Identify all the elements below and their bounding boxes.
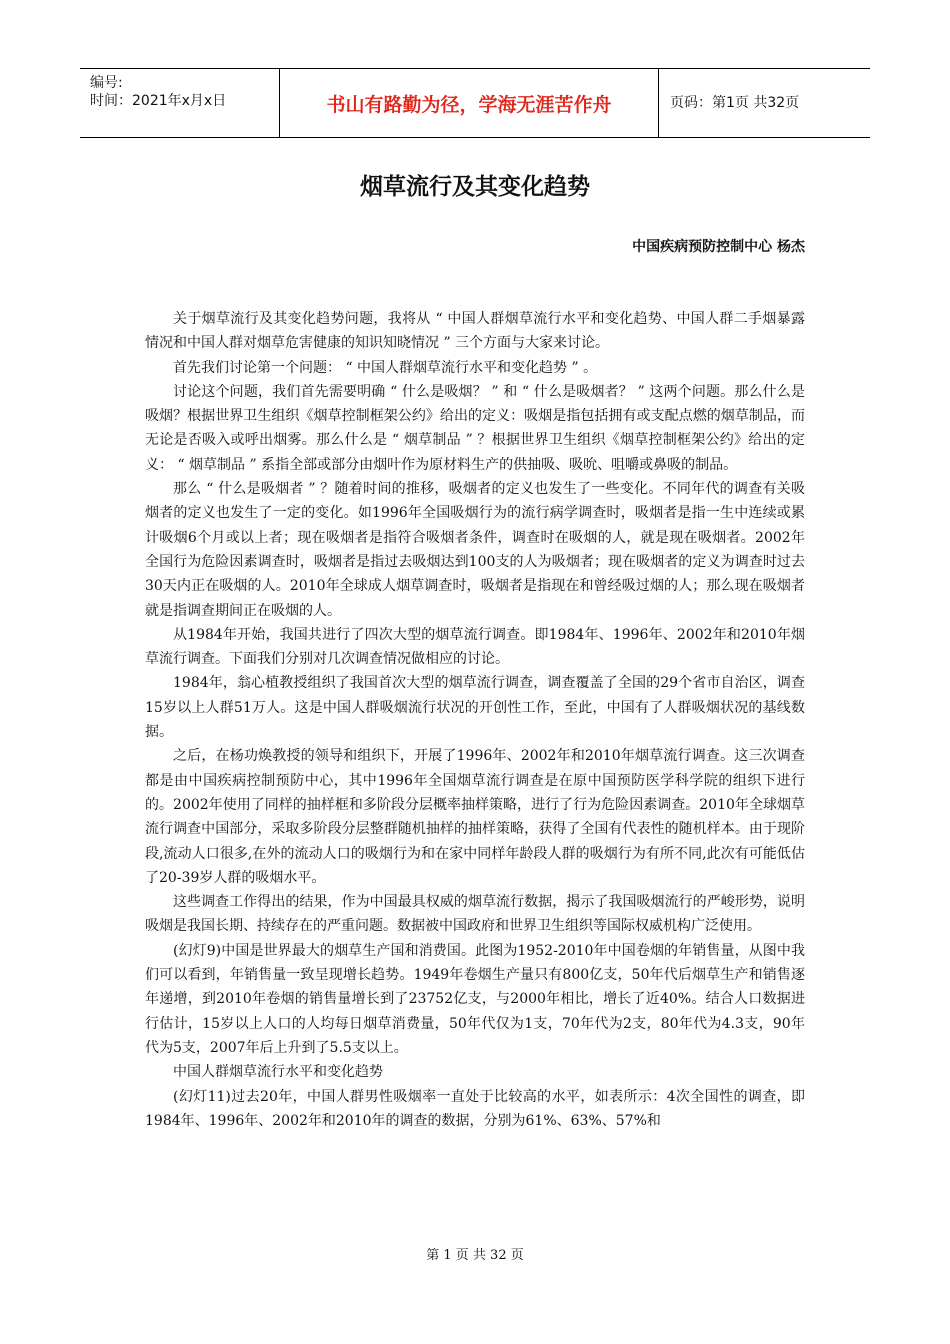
header-motto: 书山有路勤为径，学海无涯苦作舟 <box>326 94 612 116</box>
number-label: 编号: <box>90 75 123 91</box>
paragraph: 那么 “ 什么是吸烟者 ” ？随着时间的推移，吸烟者的定义也发生了一些变化。不同年代的调查有关吸烟者的定义也发生了一定的变化。如1996年全国吸烟行为的流行病学调查时，吸烟者是指一生中连续或累计吸烟6个月或以上者；现在吸烟者是指符合吸烟者条件，调查时在吸烟的人，就是现在吸烟者。2002年全国行为危险因素调查时，吸烟者是指过去吸烟达到100支的人为吸烟者；现在吸烟者的定义为调查时过去30天内正在吸烟的人。2010年全球成人烟草调查时，吸烟者是指现在和曾经吸过烟的人；那么现在吸烟者就是指调查期间正在吸烟的人。 <box>145 481 805 619</box>
header-meta-cell <box>80 69 278 137</box>
document-body <box>145 307 805 1133</box>
paragraph: 讨论这个问题，我们首先需要明确 “ 什么是吸烟？ ” 和 “ 什么是吸烟者？ ” 这两个问题。那么什么是吸烟？根据世界卫生组织《烟草控制框架公约》给出的定义：吸烟是指包括拥有或支配点燃的烟草制品，而无论是否吸入或呼出烟雾。那么什么是 “ 烟草制品 ” ？根据世界卫生组织《烟草控制框架公约》给出的定义： “ 烟草制品 ” 系指全部或部分由烟叶作为原材料生产的供抽吸、吸吮、咀嚼或鼻吸的制品。 <box>145 383 805 473</box>
paragraph: 1984年，翁心植教授组织了我国首次大型的烟草流行调查，调查覆盖了全国的29个省市自治区，调查15岁以上人群51万人。这是中国人群吸烟流行状况的开创性工作，至此，中国有了人群吸烟状况的基线数据。 <box>145 675 805 741</box>
document-author: 中国疾病预防控制中心 杨杰 <box>632 239 805 255</box>
paragraph: 首先我们讨论第一个问题： “ 中国人群烟草流行水平和变化趋势 ” 。 <box>173 359 598 376</box>
paragraph: (幻灯11)过去20年，中国人群男性吸烟率一直处于比较高的水平，如表所示：4次全国性的调查，即1984年、1996年、2002年和2010年的调查的数据，分别为61%、63%、57%和 <box>145 1088 805 1129</box>
paragraph: 这些调查工作得出的结果，作为中国最具权威的烟草流行数据，揭示了我国吸烟流行的严峻形势，说明吸烟是我国长期、持续存在的严重问题。数据被中国政府和世界卫生组织等国际权威机构广泛使用。 <box>145 894 805 935</box>
document-title: 烟草流行及其变化趋势 <box>360 174 590 200</box>
section-heading: 中国人群烟草流行水平和变化趋势 <box>173 1064 383 1081</box>
paragraph: 之后，在杨功焕教授的领导和组织下，开展了1996年、2002年和2010年烟草流行调查。这三次调查都是由中国疾病控制预防中心，其中1996年全国烟草流行调查是在原中国预防医学科学院的组织下进行的。2002年使用了同样的抽样框和多阶段分层概率抽样策略，进行了行为危险因素调查。2010年全球烟草流行调查中国部分，采取多阶段分层整群随机抽样的抽样策略，获得了全国有代表性的随机样本。由于现阶段,流动人口很多,在外的流动人口的吸烟行为和在家中同样年龄段人群的吸烟行为有所不同,此次有可能低估了20-39岁人群的吸烟水平。 <box>145 748 805 886</box>
page-footer: 第 1 页 共 32 页 <box>426 1248 524 1263</box>
header-table <box>80 68 870 138</box>
header-divider <box>658 69 659 137</box>
time-label: 时间：2021年x月x日 <box>90 93 227 109</box>
paragraph: 关于烟草流行及其变化趋势问题，我将从 “ 中国人群烟草流行水平和变化趋势、中国人群二手烟暴露情况和中国人群对烟草危害健康的知识知晓情况 ” 三个方面与大家来讨论。 <box>145 311 805 352</box>
paragraph: 从1984年开始，我国共进行了四次大型的烟草流行调查。即1984年、1996年、2002年和2010年烟草流行调查。下面我们分别对几次调查情况做相应的讨论。 <box>145 626 805 668</box>
paragraph: (幻灯9)中国是世界最大的烟草生产国和消费国。此图为1952-2010年中国卷烟的年销售量，从图中我们可以看到，年销售量一致呈现增长趋势。1949年卷烟生产量只有800亿支，50年代后烟草生产和销售逐年递增，到2010年卷烟的销售量增长到了23752亿支，与2000年相比，增长了近40%。结合人口数据进行估计，15岁以上人口的人均每日烟草消费量，50年代仅为1支，70年代为2支，80年代为4.3支，90年代为5支，2007年后上升到了5.5支以上。 <box>145 942 805 1056</box>
header-page-info: 页码：第1页 共32页 <box>670 95 800 111</box>
